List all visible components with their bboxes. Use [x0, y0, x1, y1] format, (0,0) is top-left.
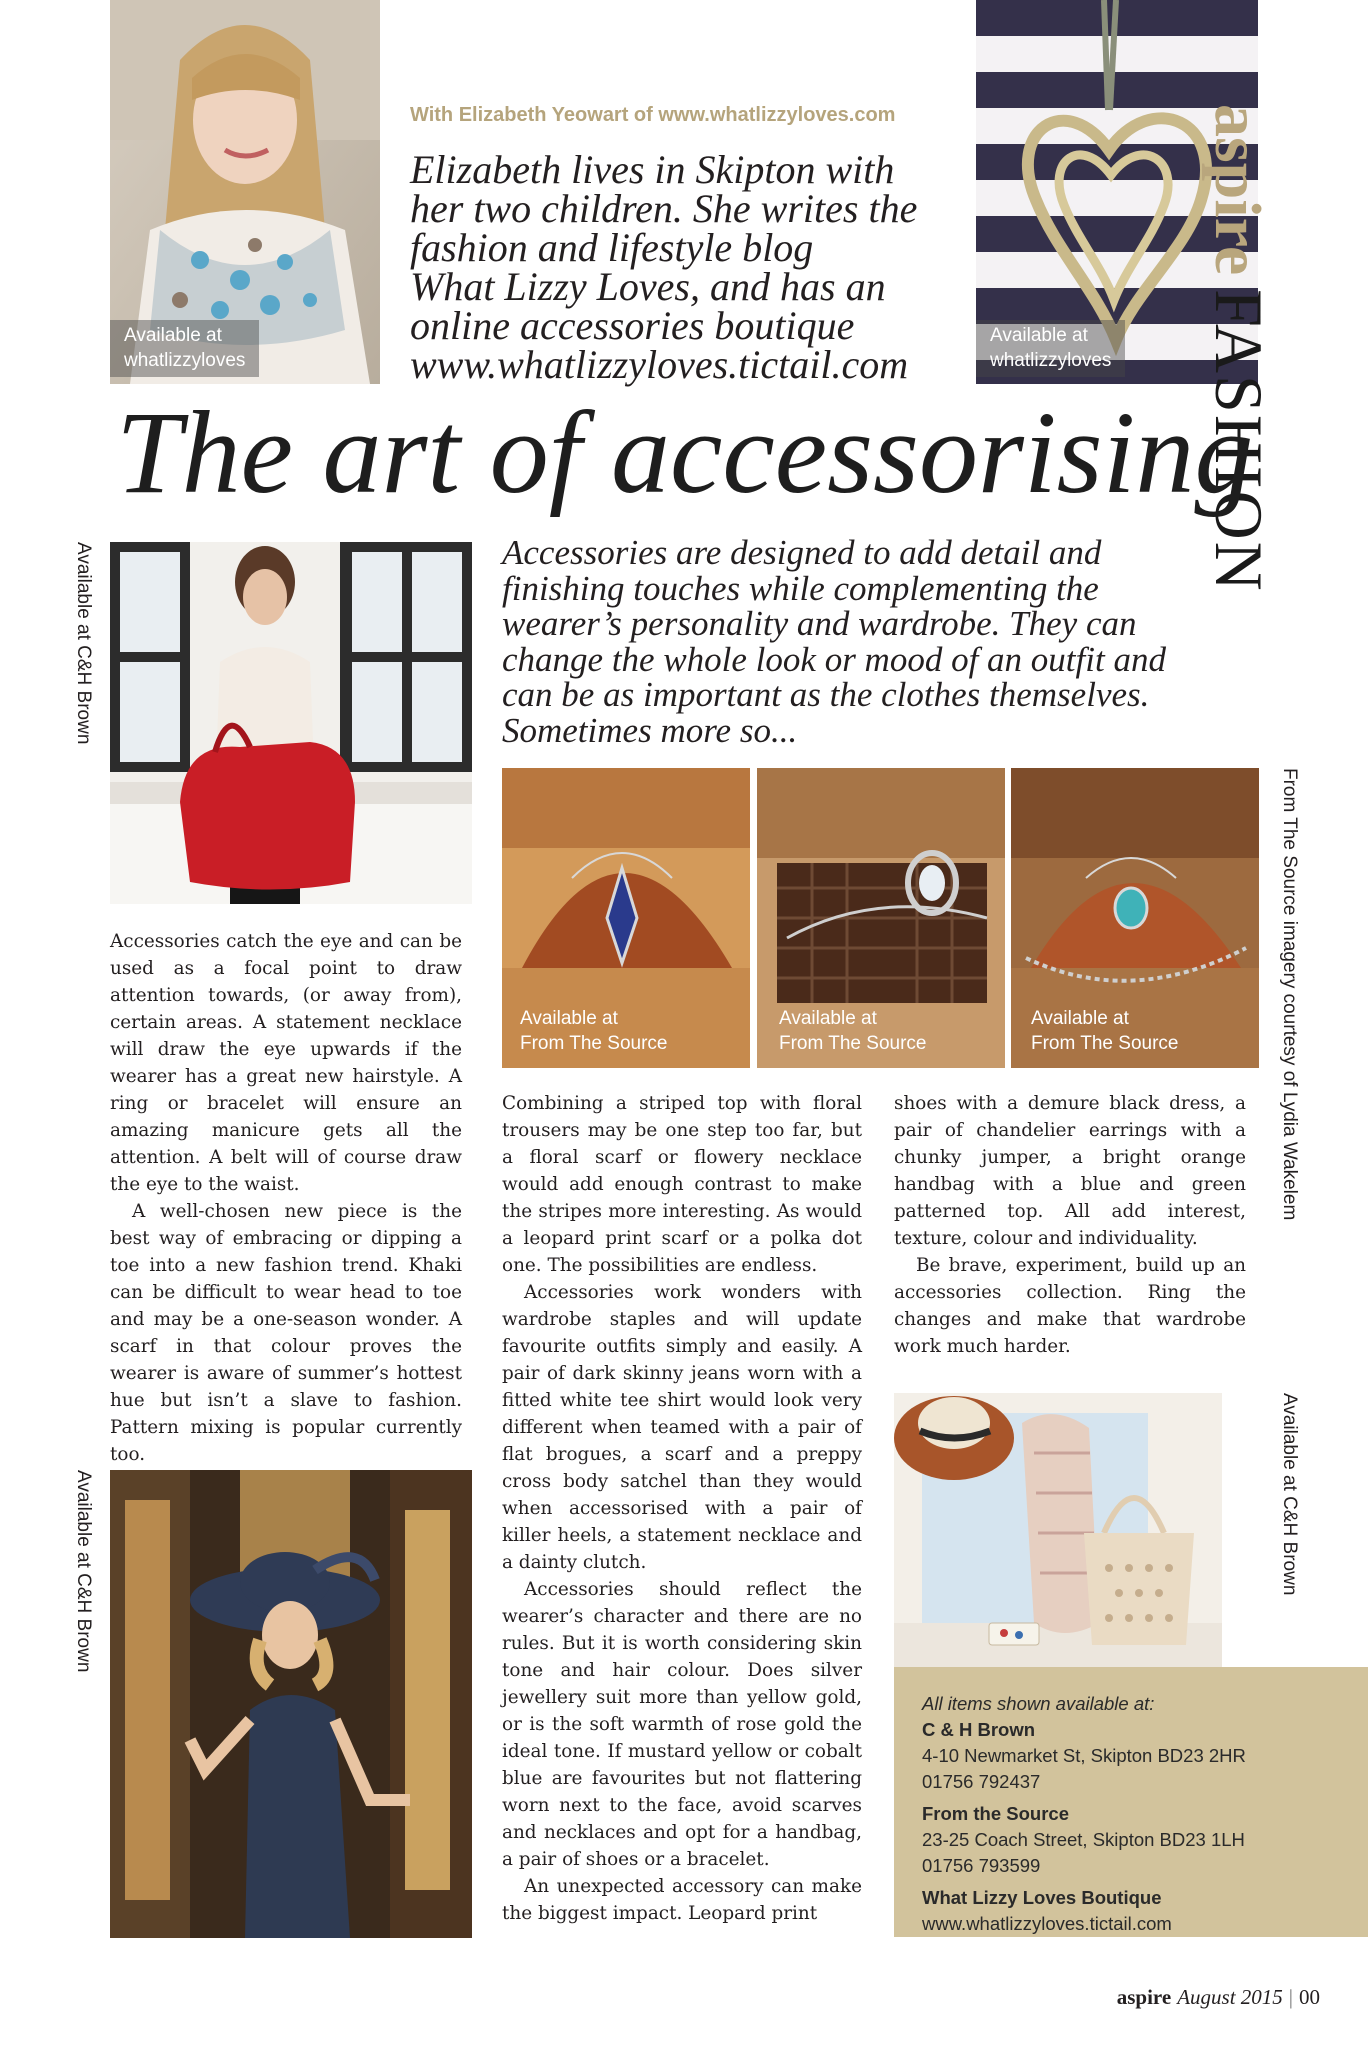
hat-scarf-bag-photo	[894, 1393, 1222, 1667]
standfirst-line: Accessories are designed to add detail and	[502, 533, 1102, 572]
credit-source-imagery: From The Source imagery courtesy of Lydia Wakelem	[1279, 768, 1300, 1221]
footer-magazine: aspire	[1116, 1985, 1172, 2009]
stockist-address: 23-25 Coach Street, Skipton BD23 1LH	[922, 1829, 1245, 1850]
caption-line: From The Source	[1031, 1033, 1179, 1054]
body-paragraph: An unexpected accessory can make the biggest impact. Leopard print	[502, 1876, 862, 1924]
portrait-photo	[110, 0, 380, 384]
intro-text	[410, 147, 950, 387]
caption-line: From The Source	[520, 1033, 668, 1054]
caption-line: Available at	[990, 325, 1088, 346]
stockist-phone: 01756 792437	[922, 1771, 1041, 1792]
page-footer	[1117, 1985, 1320, 2010]
byline: With Elizabeth Yeowart of www.whatlizzyloves.com	[410, 104, 896, 126]
body-paragraph: Combining a striped top with floral trousers may be one step too far, but a floral scarf or flowery necklace would add enough contrast to make the stripes more interesting. As would a leopard print scarf or a polka dot one. The possibilities are endless.	[502, 1093, 862, 1276]
standfirst-line: finishing touches while complementing the	[502, 568, 1099, 608]
intro-line: fashion and lifestyle blog	[410, 225, 814, 270]
intro-line: her two children. She writes the	[410, 186, 918, 231]
source-caption-1	[520, 1006, 667, 1056]
page-number: 00	[1299, 1985, 1320, 2009]
standfirst-line: Sometimes more so...	[502, 710, 798, 750]
stockist-phone: 01756 793599	[922, 1855, 1041, 1876]
stockist-name: C & H Brown	[922, 1719, 1036, 1740]
section-name: FASHION	[1201, 289, 1277, 593]
body-paragraph: shoes with a demure black dress, a pair of chandelier earrings with a chunky jumper, a bright orange handbag with a blue and green patterned top. All add interest, texture, colour and individuality.	[894, 1093, 1246, 1249]
stockist-name: What Lizzy Loves Boutique	[922, 1887, 1162, 1908]
body-paragraph: Accessories catch the eye and can be used as a focal point to draw attention towards, (or away from), certain areas. A statement necklace will draw the eye upwards if the wearer has a great new hairstyle. A ring or bracelet will ensure an amazing manicure gets all the attention. A belt will of course draw the eye to the waist.	[110, 931, 462, 1195]
intro-line: Elizabeth lives in Skipton with	[410, 147, 895, 192]
credit-still-life: Available at C&H Brown	[1279, 1393, 1300, 1596]
hat-dress-photo	[110, 1470, 472, 1938]
caption-line: whatlizzyloves	[124, 350, 246, 371]
stockists-intro: All items shown available at:	[922, 1693, 1155, 1714]
red-handbag-illustration	[110, 542, 472, 904]
credit-hat-dress: Available at C&H Brown	[73, 1470, 94, 1673]
hat-scarf-bag-illustration	[894, 1393, 1222, 1667]
standfirst	[502, 535, 1262, 748]
portrait-caption	[110, 320, 259, 377]
hat-dress-illustration	[110, 1470, 472, 1938]
source-photo-1	[502, 768, 750, 1068]
caption-line: Available at	[1031, 1008, 1129, 1029]
red-handbag-photo	[110, 542, 472, 904]
source-photo-3	[1011, 768, 1259, 1068]
source-caption-3	[1031, 1006, 1178, 1056]
necklace-caption	[976, 320, 1125, 377]
source-caption-2	[779, 1006, 926, 1056]
stockist-name: From the Source	[922, 1803, 1069, 1824]
body-column-1	[110, 928, 462, 1468]
brand-name: aspire	[1201, 104, 1274, 276]
intro-line: What Lizzy Loves, and has an	[410, 264, 886, 309]
source-photo-2	[757, 768, 1005, 1068]
body-column-3	[894, 1090, 1246, 1360]
caption-line: Available at	[779, 1008, 877, 1029]
body-paragraph: Accessories should reflect the wearer’s character and there are no rules. But it is worth considering skin tone and hair colour. Does silver jewellery suit more than yellow gold, or is the soft warmth of rose gold the ideal tone. If mustard yellow or cobalt blue are favourites but not flattering worn next to the face, avoid scarves and necklaces and opt for a handbag, a pair of shoes or a bracelet.	[502, 1579, 862, 1870]
stockist-address: 4-10 Newmarket St, Skipton BD23 2HR	[922, 1745, 1246, 1766]
body-column-2	[502, 1090, 862, 1927]
body-paragraph: Be brave, experiment, build up an accessories collection. Ring the changes and make that wardrobe work much harder.	[894, 1255, 1246, 1357]
footer-date: August 2015	[1177, 1985, 1283, 2009]
body-paragraph: A well-chosen new piece is the best way of embracing or dipping a toe into a new fashion trend. Khaki can be difficult to wear head to toe and may be a one-season wonder. A scarf in that colour proves the wearer is aware of summer’s hottest hue but isn’t a slave to fashion. Pattern mixing is popular currently too.	[110, 1201, 462, 1465]
page-title: The art of accessorising	[116, 387, 1254, 518]
stockist-url[interactable]: www.whatlizzyloves.tictail.com	[922, 1913, 1172, 1934]
standfirst-line: wearer’s personality and wardrobe. They can	[502, 604, 1137, 643]
caption-line: whatlizzyloves	[990, 350, 1112, 371]
caption-line: From The Source	[779, 1033, 927, 1054]
brand-section-label	[1199, 104, 1278, 593]
caption-line: Available at	[520, 1008, 618, 1029]
body-paragraph: Accessories work wonders with wardrobe staples and will update favourite outfits simply and easily. A pair of dark skinny jeans worn with a fitted white tee shirt would look very different when teamed with a pair of flat brogues, a scarf and a preppy cross body satchel than they would when accessorised with a pair of killer heels, a statement necklace and a dainty clutch.	[502, 1282, 862, 1573]
intro-line: online accessories boutique	[410, 303, 855, 348]
footer-separator: |	[1288, 1985, 1293, 2009]
standfirst-line: change the whole look or mood of an outfit and	[502, 639, 1166, 679]
intro-line: www.whatlizzyloves.tictail.com	[410, 342, 909, 387]
standfirst-line: can be as important as the clothes themselves.	[502, 675, 1150, 714]
caption-line: Available at	[124, 325, 222, 346]
stockists-box	[894, 1667, 1368, 1937]
credit-handbag: Available at C&H Brown	[73, 542, 94, 745]
